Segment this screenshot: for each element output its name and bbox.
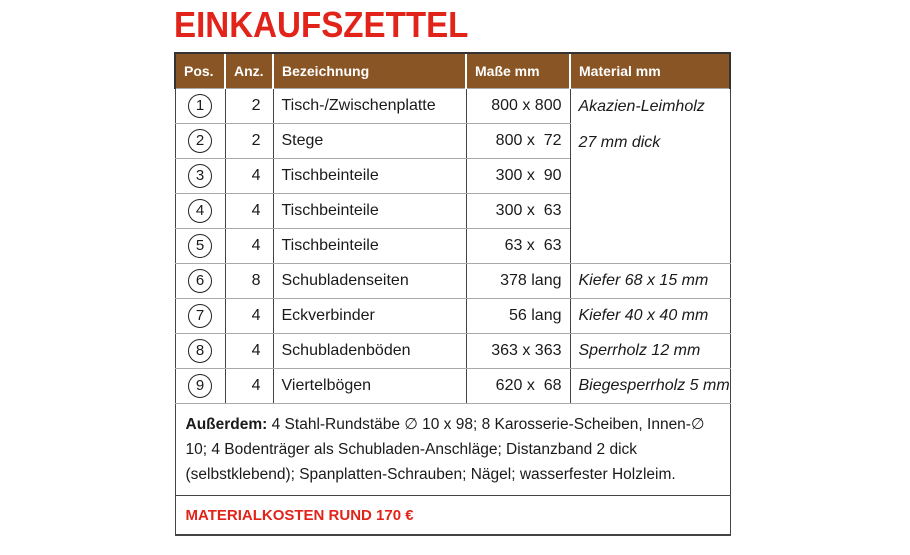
description-cell: Schubladenböden: [273, 334, 466, 369]
circled-number: 3: [188, 164, 212, 188]
dimensions-cell: [466, 229, 570, 264]
circled-number: 9: [188, 374, 212, 398]
pos-cell: [175, 124, 225, 159]
quantity-cell: 4: [225, 369, 273, 404]
table-row: [175, 369, 730, 404]
material-cost: MATERIALKOSTEN RUND 170 €: [175, 496, 730, 536]
circled-number: 6: [188, 269, 212, 293]
quantity-cell: 4: [225, 299, 273, 334]
header-masse: Maße mm: [466, 53, 570, 89]
circled-number: 2: [188, 129, 212, 153]
dimensions-cell: [466, 334, 570, 369]
table-row: [175, 334, 730, 369]
table-header: [175, 53, 730, 89]
pos-cell: [175, 264, 225, 299]
quantity-cell: 4: [225, 229, 273, 264]
quantity-cell: 4: [225, 159, 273, 194]
dimensions-text: 56 lang: [509, 307, 562, 324]
quantity-cell: 4: [225, 194, 273, 229]
table-row: [175, 89, 730, 124]
shopping-list-table: [174, 52, 731, 536]
page-title: EINKAUFSZETTEL: [174, 4, 469, 45]
quantity-cell: 4: [225, 334, 273, 369]
description-cell: Stege: [273, 124, 466, 159]
dimensions-text: 620 x 68: [495, 377, 562, 394]
description-cell: Schubladenseiten: [273, 264, 466, 299]
dimensions-cell: [466, 159, 570, 194]
pos-cell: [175, 159, 225, 194]
pos-cell: [175, 194, 225, 229]
dimensions-cell: [466, 194, 570, 229]
dimensions-text: 800 x 72: [495, 132, 562, 149]
dimensions-cell: [466, 89, 570, 124]
description-cell: Tisch-/Zwischenplatte: [273, 89, 466, 124]
circled-number: 8: [188, 339, 212, 363]
material-cell-merged: [570, 89, 730, 264]
pos-cell: [175, 369, 225, 404]
dimensions-text: 378 lang: [500, 272, 562, 289]
table-row: [175, 264, 730, 299]
table-row: [175, 299, 730, 334]
material-line2: 27 mm dick: [578, 134, 661, 151]
note-label: Außerdem:: [185, 416, 268, 433]
description-cell: Tischbeinteile: [273, 229, 466, 264]
quantity-cell: 8: [225, 264, 273, 299]
circled-number: 4: [188, 199, 212, 223]
dimensions-text: 300 x 90: [495, 167, 562, 184]
dimensions-text: 363 x 363: [491, 342, 562, 359]
note-text: 4 Stahl-Rundstäbe ∅ 10 x 98; 8 Karosserie-Scheiben, Innen-∅ 10; 4 Bodenträger als Schubladen-Anschläge; Distanzband 2 dick (selbstklebend); Spanplatten-Schrauben; Nägel; wasserfester Holzleim.: [185, 416, 705, 483]
material-cell: Kiefer 68 x 15 mm: [570, 264, 730, 299]
material-cell: Biegesperrholz 5 mm: [570, 369, 730, 404]
description-cell: Viertelbögen: [273, 369, 466, 404]
header-pos: Pos.: [175, 53, 225, 89]
material-cell: Sperrholz 12 mm: [570, 334, 730, 369]
dimensions-cell: [466, 299, 570, 334]
dimensions-cell: [466, 369, 570, 404]
description-cell: Tischbeinteile: [273, 194, 466, 229]
pos-cell: [175, 334, 225, 369]
header-anz: Anz.: [225, 53, 273, 89]
circled-number: 5: [188, 234, 212, 258]
quantity-cell: 2: [225, 89, 273, 124]
material-line1: Akazien-Leimholz: [578, 98, 705, 115]
dimensions-cell: [466, 264, 570, 299]
circled-number: 1: [188, 94, 212, 118]
description-cell: Tischbeinteile: [273, 159, 466, 194]
dimensions-cell: [466, 124, 570, 159]
header-material: Material mm: [570, 53, 730, 89]
dimensions-text: 300 x 63: [495, 202, 562, 219]
pos-cell: [175, 229, 225, 264]
quantity-cell: 2: [225, 124, 273, 159]
pos-cell: [175, 89, 225, 124]
dimensions-text: 800 x 800: [491, 97, 562, 114]
circled-number: 7: [188, 304, 212, 328]
description-cell: Eckverbinder: [273, 299, 466, 334]
dimensions-text: 63 x 63: [504, 237, 562, 254]
material-cell: Kiefer 40 x 40 mm: [570, 299, 730, 334]
pos-cell: [175, 299, 225, 334]
header-bezeichnung: Bezeichnung: [273, 53, 466, 89]
additional-materials-note: [175, 404, 730, 496]
